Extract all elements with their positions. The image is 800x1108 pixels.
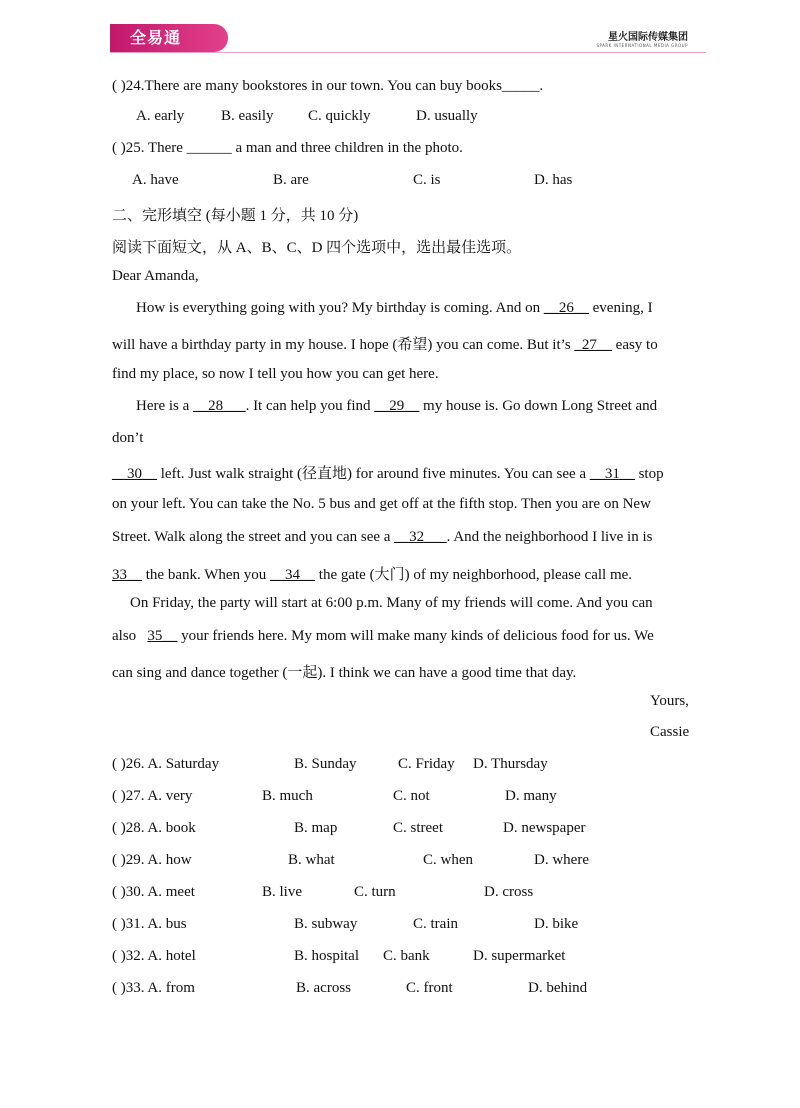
blank-30: __30__ [112, 466, 157, 482]
choice-26: ( )26. A. Saturday [112, 756, 220, 772]
choice-27-d: D. many [505, 788, 557, 804]
choice-27-b: B. much [262, 788, 313, 804]
choice-29: ( )29. A. how [112, 852, 192, 868]
choice-31-c: C. train [413, 916, 458, 932]
choice-27-c: C. not [393, 788, 430, 804]
choice-26-c: C. Friday [398, 756, 455, 772]
choice-30: ( )30. A. meet [112, 884, 195, 900]
letter-line: Here is a __28___. It can help you find __29__ my house is. Go down Long Street and [136, 398, 658, 414]
letter-line: On Friday, the party will start at 6:00 p.m. Many of my friends will come. And you can [130, 595, 653, 611]
q25-option-a: A. have [132, 172, 179, 188]
q24-option-b: B. easily [221, 108, 274, 124]
choice-30-d: D. cross [484, 884, 534, 900]
choice-31: ( )31. A. bus [112, 916, 187, 932]
blank-34: __34__ [270, 567, 316, 583]
letter-greeting: Dear Amanda, [112, 268, 199, 284]
header-divider [110, 52, 706, 53]
choice-32-c: C. bank [383, 948, 430, 964]
brand-chinese: 星火国际传媒集团 [608, 32, 688, 43]
q25-option-d: D. has [534, 172, 573, 188]
letter-line: can sing and dance together (一起). I think we can have a good time that day. [112, 665, 577, 681]
choice-33-b: B. across [296, 980, 351, 996]
letter-line: will have a birthday party in my house. I hope (希望) you can come. But it’s _27__ easy to [112, 337, 658, 353]
choice-31-d: D. bike [534, 916, 579, 932]
logo: 全易通 [110, 24, 228, 52]
choice-28-c: C. street [393, 820, 443, 836]
question-24: ( )24.There are many bookstores in our town. You can buy books_____. [112, 78, 544, 94]
blank-31: __31__ [589, 466, 635, 482]
publisher-brand [596, 28, 688, 48]
blank-26: __26__ [543, 300, 589, 316]
letter-closing: Yours, [650, 693, 689, 709]
letter-line: Street. Walk along the street and you can see a __32___. And the neighborhood I live in is [112, 529, 653, 545]
blank-35: 35__ [147, 628, 178, 644]
section-instruction: 阅读下面短文，从 A、B、C、D 四个选项中，选出最佳选项。 [112, 240, 522, 256]
page-header [0, 0, 800, 60]
blank-32: __32___ [394, 529, 447, 545]
choice-30-b: B. live [262, 884, 302, 900]
choice-30-c: C. turn [354, 884, 396, 900]
letter-line: on your left. You can take the No. 5 bus and get off at the fifth stop. Then you are on New [112, 496, 651, 512]
letter-line: __30__ left. Just walk straight (径直地) for around five minutes. You can see a __31__ stop [112, 466, 664, 482]
choice-32-d: D. supermarket [473, 948, 566, 964]
choice-33-d: D. behind [528, 980, 588, 996]
choice-27: ( )27. A. very [112, 788, 193, 804]
blank-27: _27__ [574, 337, 612, 353]
choice-33-c: C. front [406, 980, 453, 996]
choice-29-d: D. where [534, 852, 589, 868]
q25-option-b: B. are [273, 172, 309, 188]
choice-26-d: D. Thursday [473, 756, 548, 772]
question-25: ( )25. There ______ a man and three children in the photo. [112, 140, 463, 156]
letter-line: find my place, so now I tell you how you can get here. [112, 366, 439, 382]
letter-line: also 35__ your friends here. My mom will make many kinds of delicious food for us. We [112, 628, 654, 644]
blank-33: 33__ [112, 567, 142, 583]
q24-option-d: D. usually [416, 108, 478, 124]
choice-28-d: D. newspaper [503, 820, 586, 836]
choice-31-b: B. subway [294, 916, 358, 932]
choice-33: ( )33. A. from [112, 980, 195, 996]
choice-28-b: B. map [294, 820, 338, 836]
blank-28: __28___ [193, 398, 246, 414]
brand-english: SPARK INTERNATIONAL MEDIA GROUP [596, 43, 688, 48]
letter-signature: Cassie [650, 724, 690, 740]
blank-29: __29__ [374, 398, 420, 414]
choice-26-b: B. Sunday [294, 756, 357, 772]
q25-option-c: C. is [413, 172, 441, 188]
q24-option-c: C. quickly [308, 108, 371, 124]
choice-32: ( )32. A. hotel [112, 948, 196, 964]
choice-29-c: C. when [423, 852, 473, 868]
choice-29-b: B. what [288, 852, 335, 868]
letter-line: don’t [112, 430, 144, 446]
letter-line: How is everything going with you? My birthday is coming. And on __26__ evening, I [136, 300, 653, 316]
choice-32-b: B. hospital [294, 948, 360, 964]
choice-28: ( )28. A. book [112, 820, 196, 836]
section-title: 二、完形填空 (每小题 1 分，共 10 分) [112, 208, 359, 224]
q24-option-a: A. early [136, 108, 185, 124]
letter-line: 33__ the bank. When you __34__ the gate (大门) of my neighborhood, please call me. [112, 567, 633, 583]
